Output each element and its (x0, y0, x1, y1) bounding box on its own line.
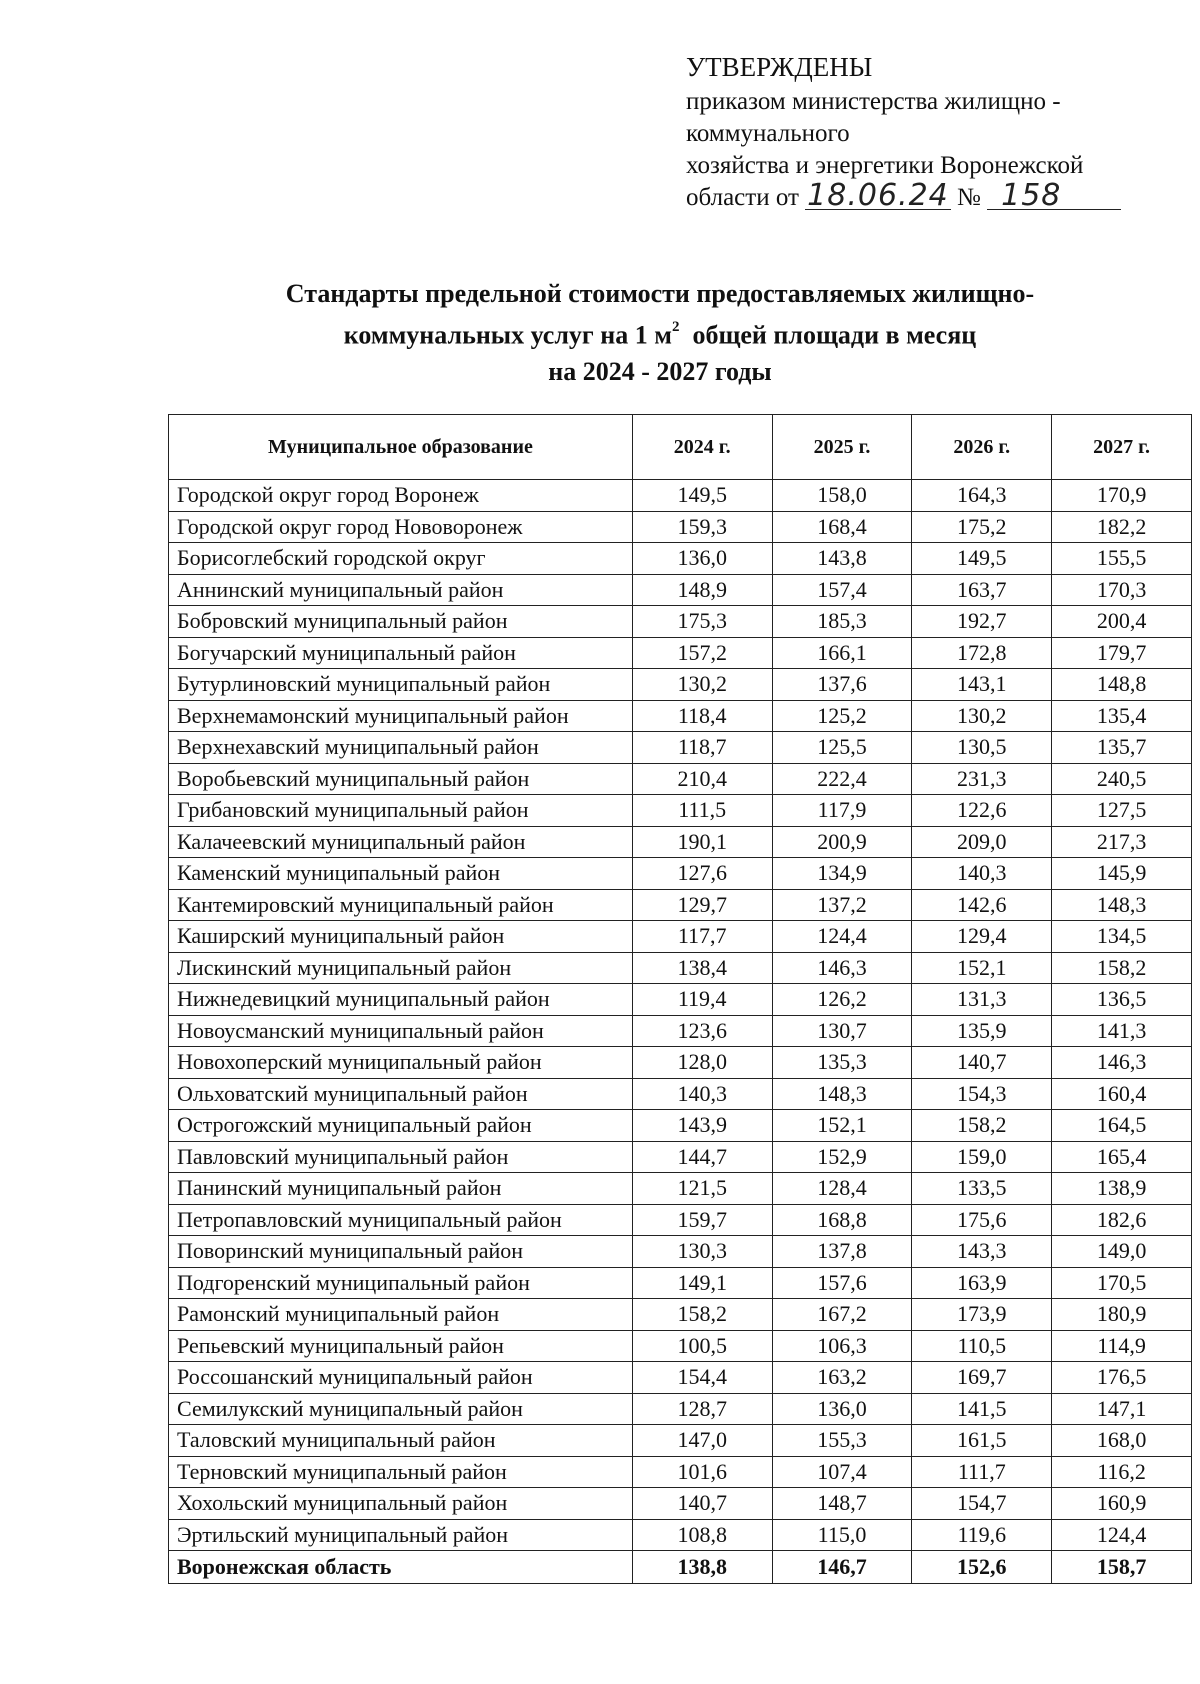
value-cell: 157,4 (772, 574, 912, 606)
value-cell: 137,2 (772, 889, 912, 921)
value-cell: 166,1 (772, 637, 912, 669)
table-row (169, 1141, 1192, 1173)
table-row (169, 543, 1192, 575)
table-row (169, 606, 1192, 638)
table-row (169, 921, 1192, 953)
value-cell: 154,4 (632, 1362, 772, 1394)
municipality-name: Эртильский муниципальный район (169, 1519, 633, 1551)
value-cell: 119,4 (632, 984, 772, 1016)
value-cell: 118,7 (632, 732, 772, 764)
value-cell: 136,0 (772, 1393, 912, 1425)
value-cell: 101,6 (632, 1456, 772, 1488)
table-row (169, 732, 1192, 764)
value-cell: 136,0 (632, 543, 772, 575)
value-cell: 146,3 (1052, 1047, 1192, 1079)
value-cell: 169,7 (912, 1362, 1052, 1394)
value-cell: 111,7 (912, 1456, 1052, 1488)
value-cell: 130,3 (632, 1236, 772, 1268)
value-cell: 159,3 (632, 511, 772, 543)
value-cell: 141,5 (912, 1393, 1052, 1425)
value-cell: 176,5 (1052, 1362, 1192, 1394)
value-cell: 173,9 (912, 1299, 1052, 1331)
value-cell: 121,5 (632, 1173, 772, 1205)
municipality-name: Аннинский муниципальный район (169, 574, 633, 606)
value-cell: 155,5 (1052, 543, 1192, 575)
column-header: 2027 г. (1052, 415, 1192, 480)
municipality-name: Верхнехавский муниципальный район (169, 732, 633, 764)
standards-table (168, 414, 1192, 1584)
value-cell: 217,3 (1052, 826, 1192, 858)
table-row (169, 1078, 1192, 1110)
value-cell: 128,4 (772, 1173, 912, 1205)
value-cell: 118,4 (632, 700, 772, 732)
municipality-name: Кантемировский муниципальный район (169, 889, 633, 921)
value-cell: 152,9 (772, 1141, 912, 1173)
table-body (169, 480, 1192, 1584)
value-cell: 163,7 (912, 574, 1052, 606)
value-cell: 130,2 (912, 700, 1052, 732)
value-cell: 165,4 (1052, 1141, 1192, 1173)
value-cell: 140,3 (912, 858, 1052, 890)
municipality-name: Лискинский муниципальный район (169, 952, 633, 984)
municipality-name: Рамонский муниципальный район (169, 1299, 633, 1331)
square-superscript: 2 (671, 319, 680, 335)
value-cell: 164,3 (912, 480, 1052, 512)
value-cell: 124,4 (1052, 1519, 1192, 1551)
value-cell: 209,0 (912, 826, 1052, 858)
value-cell: 160,9 (1052, 1488, 1192, 1520)
value-cell: 155,3 (772, 1425, 912, 1457)
value-cell: 190,1 (632, 826, 772, 858)
value-cell: 231,3 (912, 763, 1052, 795)
municipality-name: Каменский муниципальный район (169, 858, 633, 890)
value-cell: 163,2 (772, 1362, 912, 1394)
value-cell: 160,4 (1052, 1078, 1192, 1110)
value-cell: 200,9 (772, 826, 912, 858)
value-cell: 135,4 (1052, 700, 1192, 732)
municipality-name: Грибановский муниципальный район (169, 795, 633, 827)
table-row (169, 574, 1192, 606)
value-cell: 125,5 (772, 732, 912, 764)
value-cell: 129,4 (912, 921, 1052, 953)
value-cell: 148,3 (772, 1078, 912, 1110)
value-cell: 127,5 (1052, 795, 1192, 827)
value-cell: 163,9 (912, 1267, 1052, 1299)
value-cell: 149,5 (632, 480, 772, 512)
value-cell: 154,3 (912, 1078, 1052, 1110)
value-cell: 168,4 (772, 511, 912, 543)
approval-heading: УТВЕРЖДЕНЫ (686, 52, 873, 82)
approval-block (686, 50, 1166, 214)
municipality-name: Петропавловский муниципальный район (169, 1204, 633, 1236)
municipality-name: Городской округ город Воронеж (169, 480, 633, 512)
value-cell: 125,2 (772, 700, 912, 732)
value-cell: 146,3 (772, 952, 912, 984)
value-cell: 145,9 (1052, 858, 1192, 890)
value-cell: 148,3 (1052, 889, 1192, 921)
value-cell: 164,5 (1052, 1110, 1192, 1142)
value-cell: 159,0 (912, 1141, 1052, 1173)
table-row (169, 700, 1192, 732)
table-row (169, 1015, 1192, 1047)
table-total-row (169, 1551, 1192, 1584)
table-row (169, 889, 1192, 921)
value-cell: 131,3 (912, 984, 1052, 1016)
value-cell: 158,2 (632, 1299, 772, 1331)
table-row (169, 984, 1192, 1016)
municipality-name: Хохольский муниципальный район (169, 1488, 633, 1520)
municipality-name: Павловский муниципальный район (169, 1141, 633, 1173)
approval-line: хозяйства и энергетики Воронежской (686, 152, 1084, 179)
value-cell: 133,5 (912, 1173, 1052, 1205)
value-cell: 107,4 (772, 1456, 912, 1488)
title-line-2-start: коммунальных услуг на 1 м (343, 320, 672, 350)
table-row (169, 1488, 1192, 1520)
table-row (169, 1173, 1192, 1205)
table-row (169, 826, 1192, 858)
value-cell: 152,1 (772, 1110, 912, 1142)
value-cell: 124,4 (772, 921, 912, 953)
municipality-name: Панинский муниципальный район (169, 1173, 633, 1205)
value-cell: 140,7 (632, 1488, 772, 1520)
value-cell: 130,2 (632, 669, 772, 701)
value-cell: 152,6 (912, 1551, 1052, 1584)
value-cell: 167,2 (772, 1299, 912, 1331)
value-cell: 158,2 (1052, 952, 1192, 984)
municipality-name: Новоусманский муниципальный район (169, 1015, 633, 1047)
value-cell: 117,9 (772, 795, 912, 827)
table-row (169, 1330, 1192, 1362)
column-header: 2026 г. (912, 415, 1052, 480)
value-cell: 182,6 (1052, 1204, 1192, 1236)
municipality-name: Городской округ город Нововоронеж (169, 511, 633, 543)
value-cell: 192,7 (912, 606, 1052, 638)
value-cell: 175,2 (912, 511, 1052, 543)
value-cell: 136,5 (1052, 984, 1192, 1016)
value-cell: 222,4 (772, 763, 912, 795)
column-header: 2024 г. (632, 415, 772, 480)
municipality-name: Бобровский муниципальный район (169, 606, 633, 638)
table-row (169, 1110, 1192, 1142)
value-cell: 168,0 (1052, 1425, 1192, 1457)
table-row (169, 637, 1192, 669)
value-cell: 200,4 (1052, 606, 1192, 638)
value-cell: 138,4 (632, 952, 772, 984)
value-cell: 126,2 (772, 984, 912, 1016)
value-cell: 147,0 (632, 1425, 772, 1457)
table-row (169, 1047, 1192, 1079)
value-cell: 175,6 (912, 1204, 1052, 1236)
handwritten-number: 158 (987, 183, 1121, 210)
value-cell: 146,7 (772, 1551, 912, 1584)
value-cell: 135,9 (912, 1015, 1052, 1047)
title-line-2 (160, 312, 1160, 354)
value-cell: 143,3 (912, 1236, 1052, 1268)
table-row (169, 1362, 1192, 1394)
value-cell: 170,5 (1052, 1267, 1192, 1299)
table-row (169, 1236, 1192, 1268)
municipality-name: Воронежская область (169, 1551, 633, 1584)
value-cell: 127,6 (632, 858, 772, 890)
title-line-1: Стандарты предельной стоимости предоставляемых жилищно- (285, 279, 1035, 308)
table-row (169, 1299, 1192, 1331)
value-cell: 129,7 (632, 889, 772, 921)
value-cell: 100,5 (632, 1330, 772, 1362)
column-header: Муниципальное образование (169, 415, 633, 480)
value-cell: 110,5 (912, 1330, 1052, 1362)
municipality-name: Воробьевский муниципальный район (169, 763, 633, 795)
municipality-name: Бутурлиновский муниципальный район (169, 669, 633, 701)
municipality-name: Нижнедевицкий муниципальный район (169, 984, 633, 1016)
table-header-row (169, 415, 1192, 480)
value-cell: 130,7 (772, 1015, 912, 1047)
municipality-name: Подгоренский муниципальный район (169, 1267, 633, 1299)
value-cell: 148,9 (632, 574, 772, 606)
approval-line: коммунального (686, 120, 850, 147)
value-cell: 142,6 (912, 889, 1052, 921)
value-cell: 185,3 (772, 606, 912, 638)
value-cell: 119,6 (912, 1519, 1052, 1551)
value-cell: 210,4 (632, 763, 772, 795)
table-row (169, 763, 1192, 795)
municipality-name: Богучарский муниципальный район (169, 637, 633, 669)
value-cell: 158,0 (772, 480, 912, 512)
table-row (169, 1204, 1192, 1236)
value-cell: 158,2 (912, 1110, 1052, 1142)
value-cell: 140,3 (632, 1078, 772, 1110)
municipality-name: Таловский муниципальный район (169, 1425, 633, 1457)
municipality-name: Борисоглебский городской округ (169, 543, 633, 575)
value-cell: 134,5 (1052, 921, 1192, 953)
document-title (160, 276, 1160, 390)
title-line-3: на 2024 - 2027 годы (548, 356, 772, 386)
value-cell: 147,1 (1052, 1393, 1192, 1425)
value-cell: 172,8 (912, 637, 1052, 669)
value-cell: 240,5 (1052, 763, 1192, 795)
value-cell: 128,7 (632, 1393, 772, 1425)
handwritten-date: 18.06.24 (807, 178, 949, 213)
value-cell: 138,9 (1052, 1173, 1192, 1205)
value-cell: 140,7 (912, 1047, 1052, 1079)
value-cell: 149,5 (912, 543, 1052, 575)
table-row (169, 952, 1192, 984)
value-cell: 134,9 (772, 858, 912, 890)
value-cell: 149,1 (632, 1267, 772, 1299)
approval-line: приказом министерства жилищно - (686, 88, 1061, 115)
value-cell: 170,3 (1052, 574, 1192, 606)
value-cell: 122,6 (912, 795, 1052, 827)
value-cell: 123,6 (632, 1015, 772, 1047)
value-cell: 152,1 (912, 952, 1052, 984)
value-cell: 149,0 (1052, 1236, 1192, 1268)
value-cell: 128,0 (632, 1047, 772, 1079)
value-cell: 111,5 (632, 795, 772, 827)
value-cell: 148,8 (1052, 669, 1192, 701)
municipality-name: Терновский муниципальный район (169, 1456, 633, 1488)
municipality-name: Семилукский муниципальный район (169, 1393, 633, 1425)
value-cell: 144,7 (632, 1141, 772, 1173)
value-cell: 179,7 (1052, 637, 1192, 669)
table-row (169, 795, 1192, 827)
table-row (169, 511, 1192, 543)
table-row (169, 1267, 1192, 1299)
value-cell: 137,8 (772, 1236, 912, 1268)
value-cell: 157,6 (772, 1267, 912, 1299)
value-cell: 106,3 (772, 1330, 912, 1362)
column-header: 2025 г. (772, 415, 912, 480)
value-cell: 157,2 (632, 637, 772, 669)
value-cell: 170,9 (1052, 480, 1192, 512)
municipality-name: Поворинский муниципальный район (169, 1236, 633, 1268)
value-cell: 138,8 (632, 1551, 772, 1584)
title-line-2-end: общей площади в месяц (679, 320, 977, 350)
value-cell: 114,9 (1052, 1330, 1192, 1362)
municipality-name: Новохоперский муниципальный район (169, 1047, 633, 1079)
value-cell: 182,2 (1052, 511, 1192, 543)
table-row (169, 858, 1192, 890)
value-cell: 168,8 (772, 1204, 912, 1236)
value-cell: 158,7 (1052, 1551, 1192, 1584)
value-cell: 159,7 (632, 1204, 772, 1236)
value-cell: 180,9 (1052, 1299, 1192, 1331)
value-cell: 130,5 (912, 732, 1052, 764)
municipality-name: Репьевский муниципальный район (169, 1330, 633, 1362)
table-row (169, 1519, 1192, 1551)
value-cell: 135,7 (1052, 732, 1192, 764)
value-cell: 143,9 (632, 1110, 772, 1142)
value-cell: 175,3 (632, 606, 772, 638)
approval-date-line (686, 178, 1166, 214)
municipality-name: Россошанский муниципальный район (169, 1362, 633, 1394)
value-cell: 115,0 (772, 1519, 912, 1551)
value-cell: 108,8 (632, 1519, 772, 1551)
value-cell: 137,6 (772, 669, 912, 701)
value-cell: 141,3 (1052, 1015, 1192, 1047)
value-cell: 148,7 (772, 1488, 912, 1520)
number-label: № (957, 184, 981, 211)
table-row (169, 669, 1192, 701)
municipality-name: Ольховатский муниципальный район (169, 1078, 633, 1110)
municipality-name: Острогожский муниципальный район (169, 1110, 633, 1142)
municipality-name: Каширский муниципальный район (169, 921, 633, 953)
table-row (169, 480, 1192, 512)
municipality-name: Верхнемамонский муниципальный район (169, 700, 633, 732)
table-row (169, 1456, 1192, 1488)
approval-date-prefix: области от (686, 184, 799, 211)
table-row (169, 1393, 1192, 1425)
municipality-name: Калачеевский муниципальный район (169, 826, 633, 858)
value-cell: 116,2 (1052, 1456, 1192, 1488)
value-cell: 143,1 (912, 669, 1052, 701)
value-cell: 143,8 (772, 543, 912, 575)
value-cell: 161,5 (912, 1425, 1052, 1457)
value-cell: 154,7 (912, 1488, 1052, 1520)
value-cell: 117,7 (632, 921, 772, 953)
value-cell: 135,3 (772, 1047, 912, 1079)
table-row (169, 1425, 1192, 1457)
